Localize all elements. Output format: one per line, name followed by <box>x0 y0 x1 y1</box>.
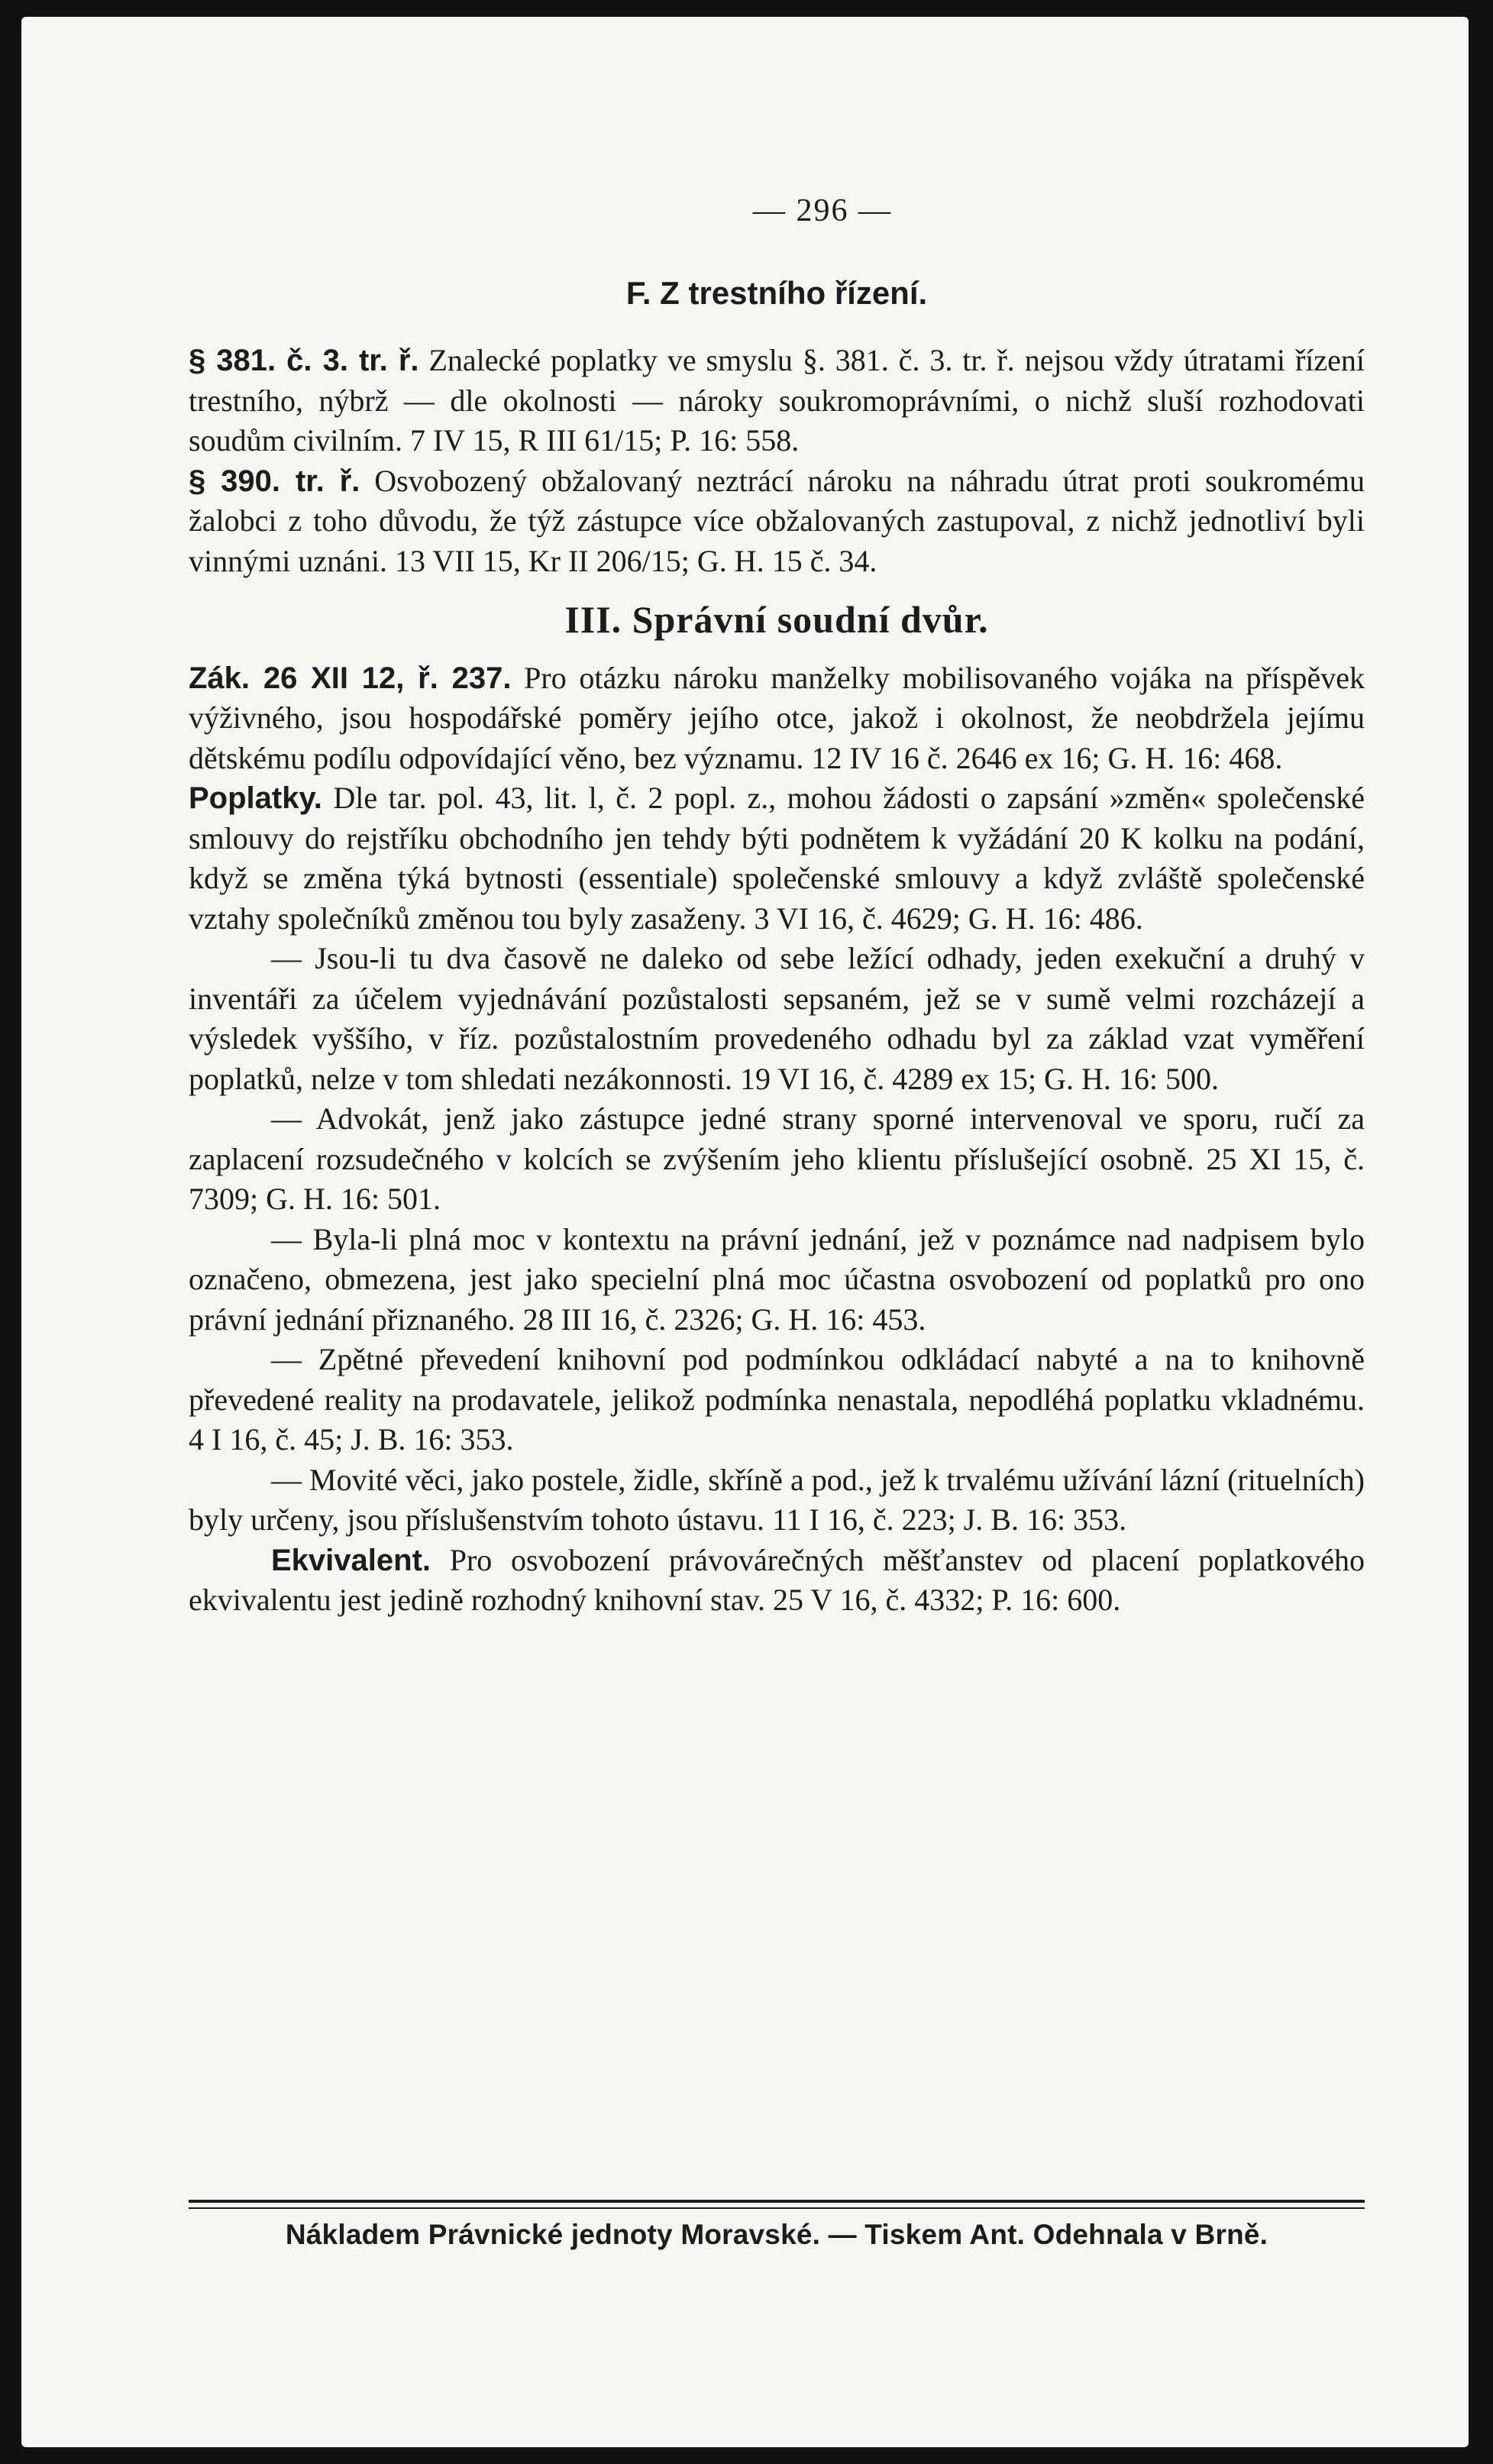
section-heading-criminal-procedure: F. Z trestního řízení. <box>625 274 928 311</box>
paragraph-plna-moc <box>189 1220 1365 1340</box>
paragraph-zak <box>189 658 1365 779</box>
page-text-column <box>189 191 1365 1621</box>
paragraph-text: Osvobozený obžalovaný neztrácí nároku na náhradu útrat proti soukromému žalobci z toho důvodu, že týž zástupce více obžalovaných zastupoval, z nichž jednotliví byli vinnými uznáni. 13 VII 15, Kr II 206/15; G. H. 15 č. 34. <box>189 463 1365 578</box>
paragraph-text: — Byla-li plná moc v kontextu na právní jednání, jež v poznámce nad nadpisem bylo označeno, obmezena, jest jako specielní plná moc účastna osvobození od poplatků pro ono právní jednání přiznaného. 28 III 16, č. 2326; G. H. 16: 453. <box>189 1221 1365 1337</box>
paragraph-ekvivalent <box>189 1541 1365 1621</box>
paragraph-lead: Zák. 26 XII 12, ř. 237. <box>189 661 512 695</box>
paragraph-text: — Advokát, jenž jako zástupce jedné strany sporné intervenoval ve sporu, ručí za zaplacení rozsudečného v kolcích se zvýšením jeho klientu příslušející osobně. 25 XI 15, č. 7309; G. H. 16: 501. <box>189 1101 1365 1216</box>
page-number: — 296 — <box>753 193 892 228</box>
paragraph-text: Znalecké poplatky ve smyslu §. 381. č. 3. tr. ř. nejsou vždy útratami řízení trestního, nýbrž — dle okolnosti — nároky soukromoprávními, o nichž sluší rozhodovati soudům civilním. 7 IV 15, R III 61/15; P. 16: 558. <box>189 343 1365 458</box>
paragraph-text: — Jsou-li tu dva časově ne daleko od sebe ležící odhady, jeden exekuční a druhý v inventáři za účelem vyjednávání pozůstalosti sepsaném, jež se v sumě velmi rozcházejí a výsledek vyššího, v říz. pozůstalostním provedeného odhadu byl za základ vzat vyměření poplatků, nelze v tom shledati nezákonnosti. 19 VI 16, č. 4289 ex 15; G. H. 16: 500. <box>189 941 1365 1096</box>
paragraph-zpetne-prevedeni <box>189 1340 1365 1460</box>
paragraph-381 <box>189 341 1365 461</box>
paragraph-lead: § 381. č. 3. tr. ř. <box>189 344 419 377</box>
paragraph-movite-veci <box>189 1460 1365 1541</box>
paragraph-text: Dle tar. pol. 43, lit. l, č. 2 popl. z., mohou žádosti o zapsání »změn« společenské smlouvy do rejstříku obchodního jen tehdy býti podnětem k vyžádání 20 K kolku na podání, když se změna týká bytnosti (essentiale) společenské smlouvy a když zvláště společenské vztahy společníků změnou tou byly zasaženy. 3 VI 16, č. 4629; G. H. 16: 486. <box>189 781 1365 936</box>
paragraph-text: Pro osvobození právovárečných měšťanstev od placení poplatkového ekvivalentu jest jedině rozhodný knihovní stav. 25 V 16, č. 4332; P. 16: 600. <box>189 1542 1365 1617</box>
paragraph-lead: § 390. tr. ř. <box>189 464 360 498</box>
section-heading-administrative-court: III. Správní soudní dvůr. <box>564 598 989 641</box>
footer-rule-thick <box>189 2200 1365 2203</box>
paragraph-text: Pro otázku nároku manželky mobilisovaného vojáka na příspěvek výživného, jsou hospodářské poměry jejího otce, jakož i okolnost, že neobdržela jejímu dětskému podílu odpovídající věno, bez významu. 12 IV 16 č. 2646 ex 16; G. H. 16: 468. <box>189 660 1365 775</box>
publisher-imprint: Nákladem Právnické jednoty Moravské. — Tiskem Ant. Odehnala v Brně. <box>285 2219 1268 2250</box>
paragraph-advokat <box>189 1099 1365 1220</box>
paragraph-odhady <box>189 939 1365 1099</box>
paragraph-poplatky <box>189 778 1365 939</box>
paragraph-text: — Zpětné převedení knihovní pod podmínkou odkládací nabyté a na to knihovně převedené reality na prodavatele, jelikož podmínka nenastala, nepodléhá poplatku vkladnému. 4 I 16, č. 45; J. B. 16: 353. <box>189 1342 1365 1457</box>
paragraph-390 <box>189 461 1365 582</box>
paragraph-lead: Poplatky. <box>189 781 322 815</box>
footer-rule-thin <box>189 2207 1365 2209</box>
paragraph-lead: Ekvivalent. <box>271 1543 431 1577</box>
paragraph-text: — Movité věci, jako postele, židle, skříně a pod., jež k trvalému užívání lázní (rituelních) byly určeny, jsou příslušenstvím tohoto ústavu. 11 I 16, č. 223; J. B. 16: 353. <box>189 1462 1365 1537</box>
